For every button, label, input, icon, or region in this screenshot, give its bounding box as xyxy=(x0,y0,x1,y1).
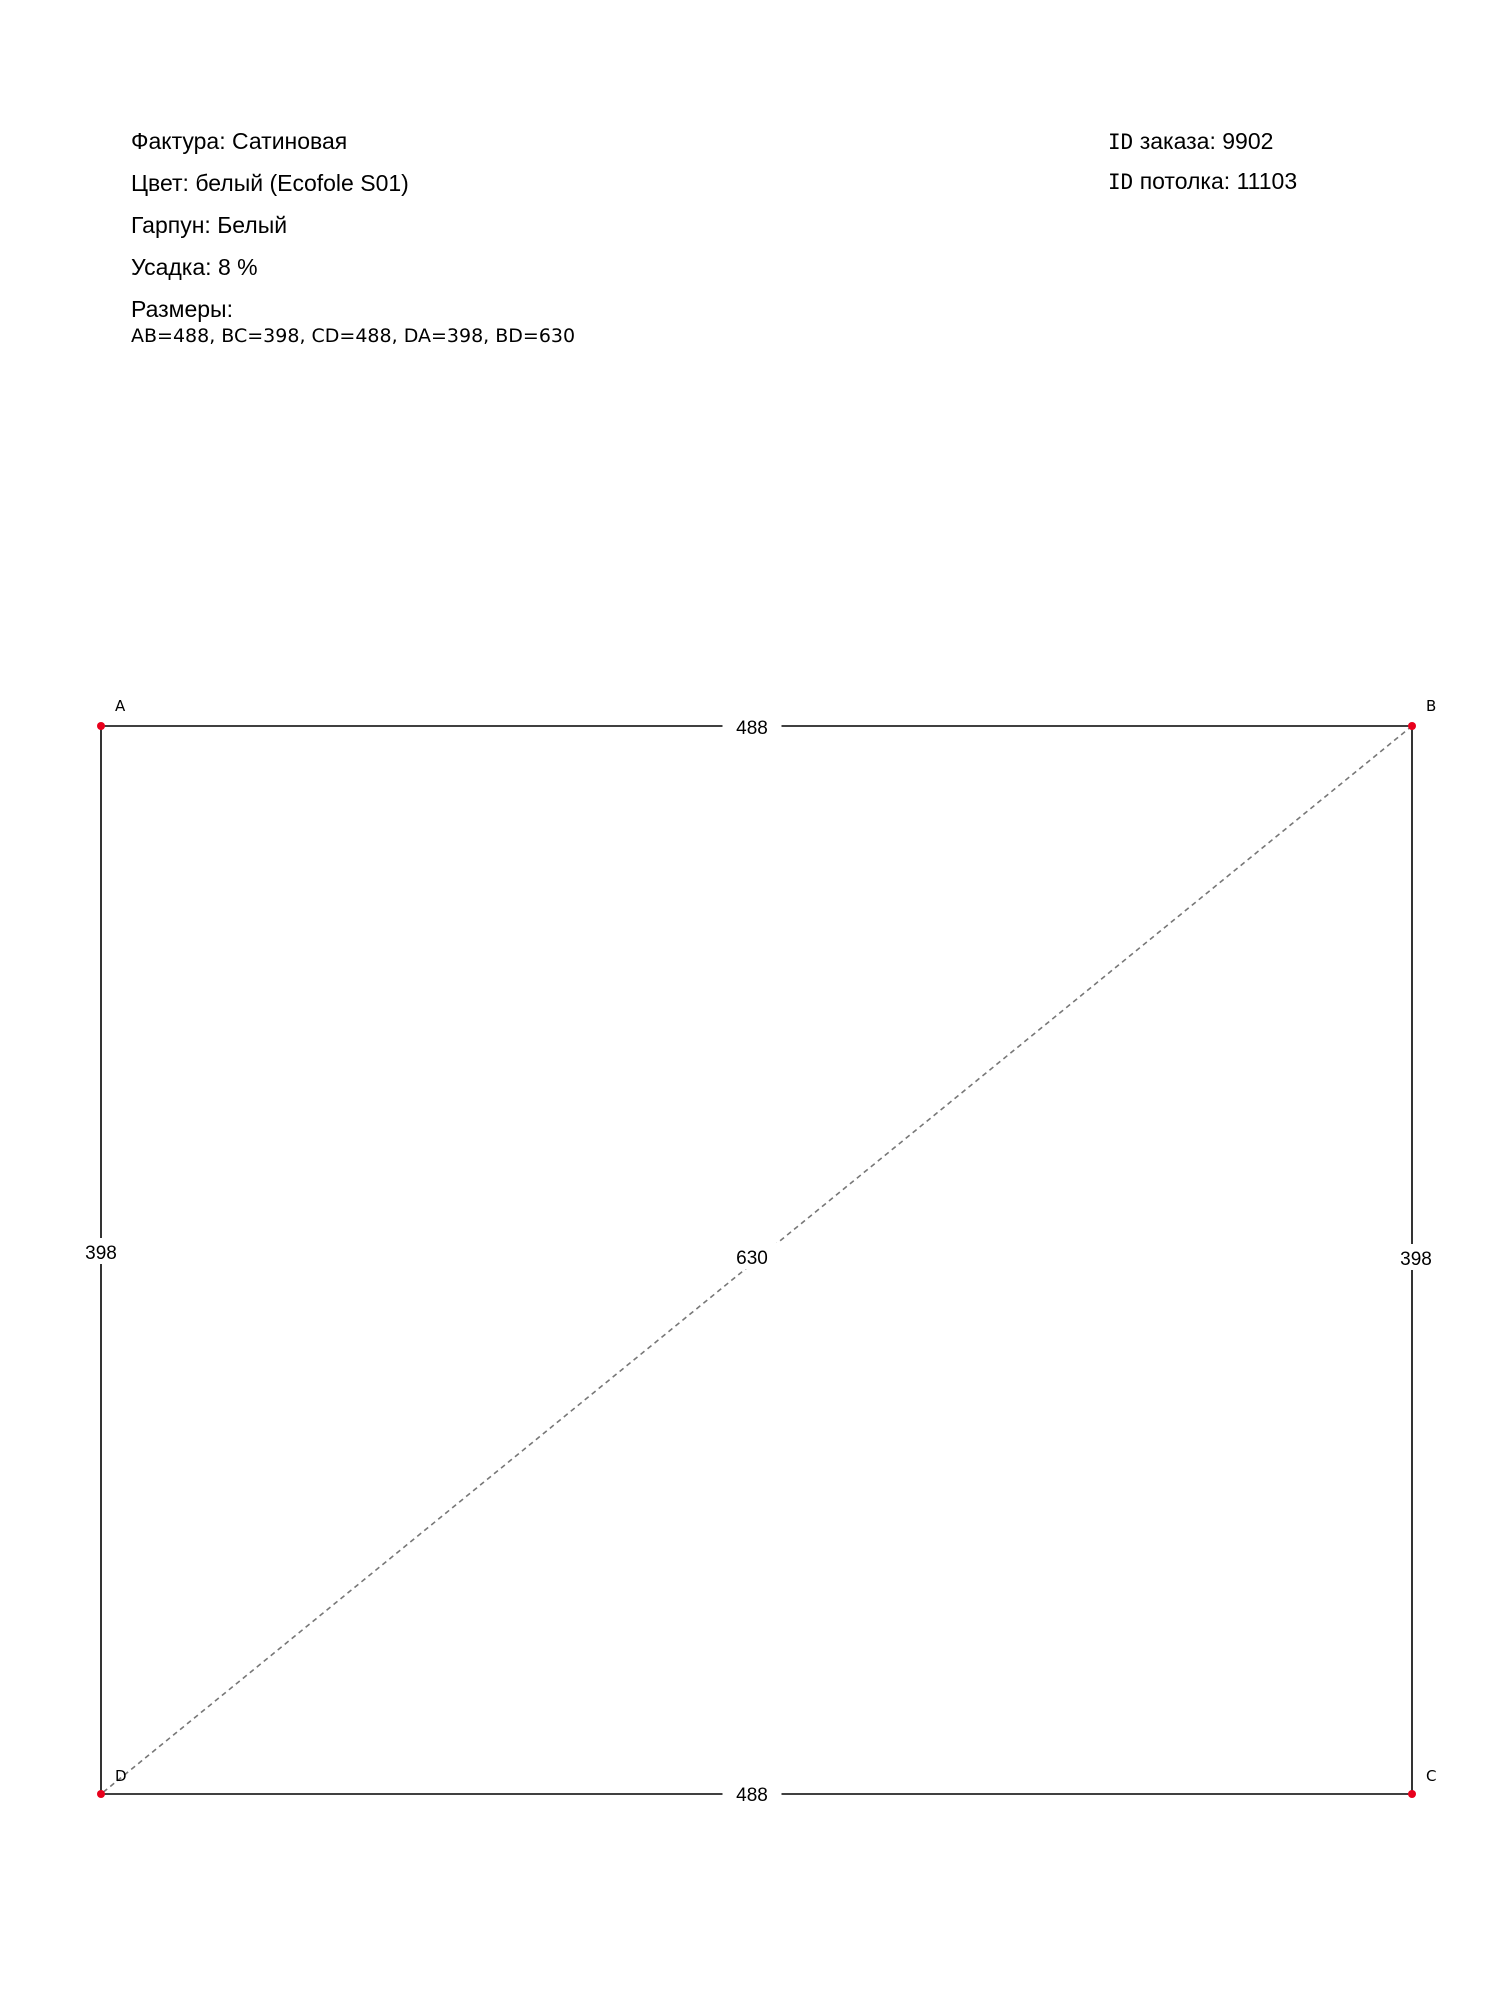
vertex-a-dot xyxy=(97,722,105,730)
vertex-c-dot xyxy=(1408,1790,1416,1798)
shrinkage-label: Усадка: xyxy=(131,254,212,280)
sizes-value: AB=488, BC=398, CD=488, DA=398, BD=630 xyxy=(131,325,576,347)
ceiling-id-prefix: ID xyxy=(1108,170,1134,194)
order-id-prefix: ID xyxy=(1108,130,1134,154)
color-value: белый (Ecofole S01) xyxy=(195,170,409,196)
texture-value: Сатиновая xyxy=(232,128,348,154)
vertex-a-label: A xyxy=(115,697,126,715)
sizes-label: Размеры: xyxy=(131,296,233,322)
vertex-d-label: D xyxy=(115,1767,127,1785)
harpoon-label: Гарпун: xyxy=(131,212,211,238)
ceiling-id-value: 11103 xyxy=(1236,168,1298,194)
ceiling-id-label: потолка: xyxy=(1139,168,1231,194)
edge-length-ab: 488 xyxy=(736,718,768,739)
color-label: Цвет: xyxy=(131,170,189,196)
dimension-labels-layer xyxy=(72,713,1446,1806)
edge-length-bc: 398 xyxy=(1400,1249,1432,1270)
shrinkage-value: 8 % xyxy=(217,254,258,280)
harpoon-value: Белый xyxy=(217,212,288,238)
vertex-d-dot xyxy=(97,1790,105,1798)
vertex-b-label: B xyxy=(1426,697,1437,715)
diagonal-length-bd: 630 xyxy=(736,1248,768,1269)
edge-length-cd: 488 xyxy=(736,1785,768,1806)
order-id-label: заказа: xyxy=(1139,128,1216,154)
order-id-value: 9902 xyxy=(1222,128,1274,154)
vertex-b-dot xyxy=(1408,722,1416,730)
vertex-c-label: C xyxy=(1426,1767,1437,1785)
edge-length-da: 398 xyxy=(85,1243,117,1264)
texture-label: Фактура: xyxy=(131,128,226,154)
